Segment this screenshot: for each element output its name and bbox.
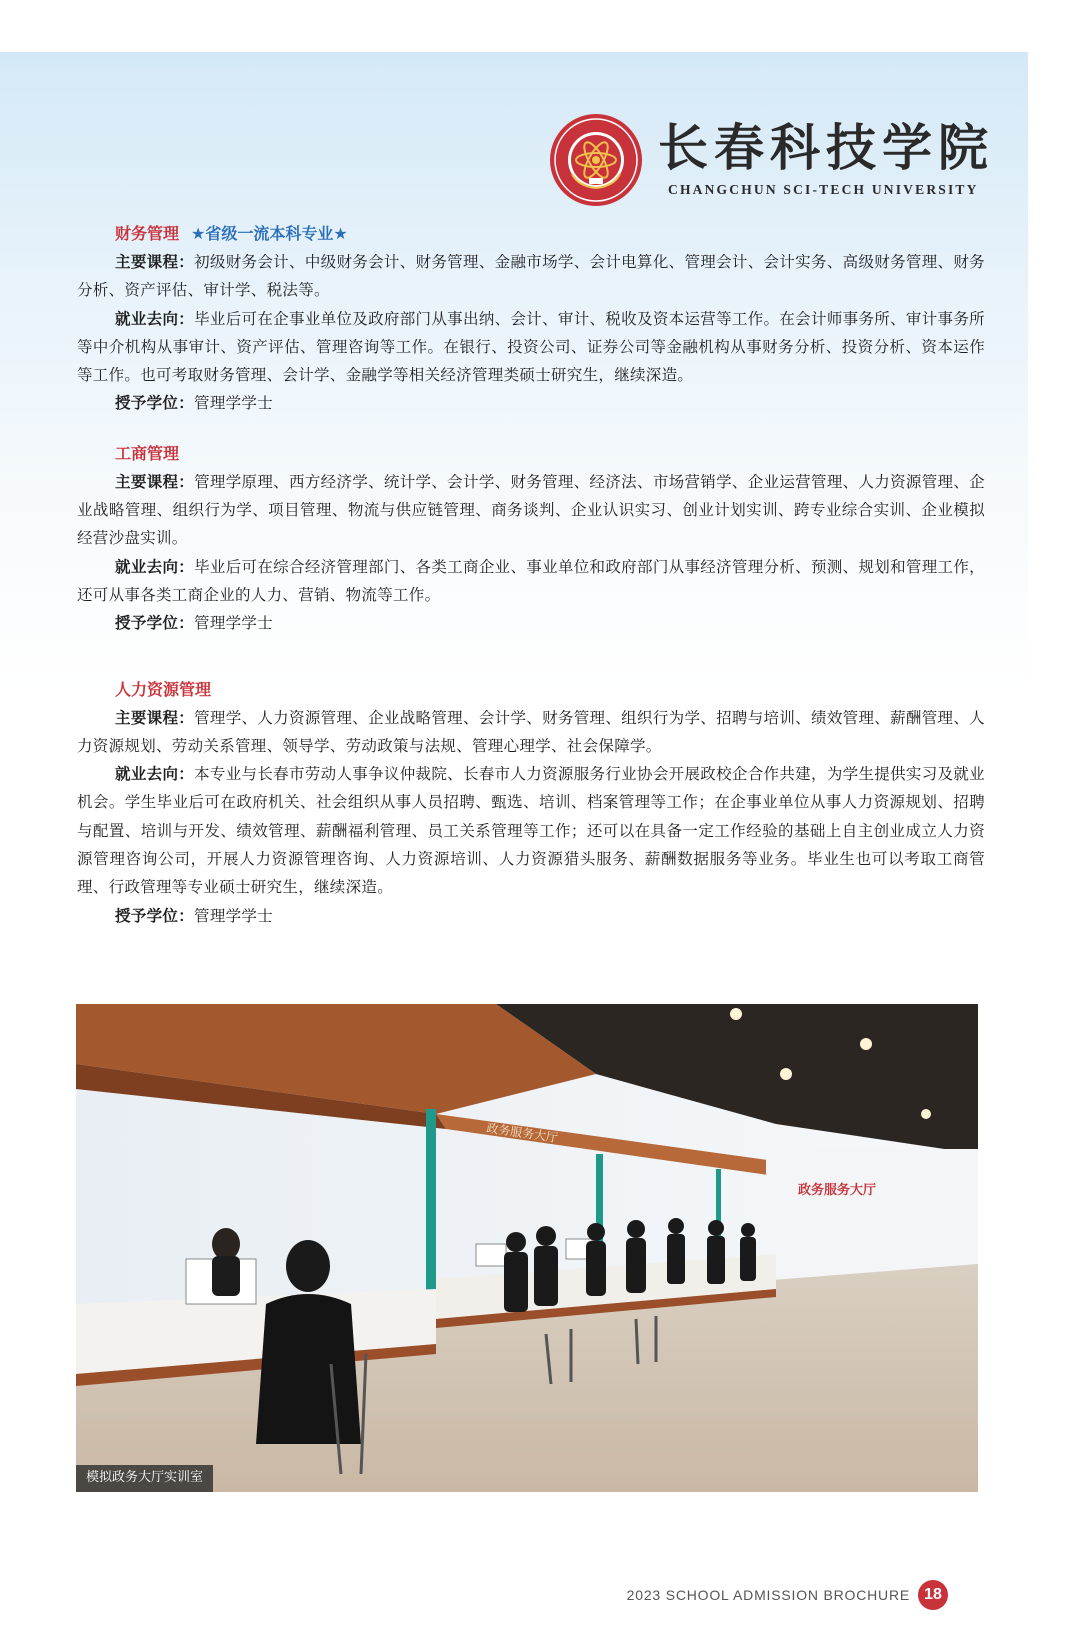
major-degree [77, 609, 985, 637]
degree-text: 管理学学士 [194, 394, 274, 413]
counter-banner-text: 政务服务大厅 [485, 1121, 559, 1145]
career-label: 就业去向： [115, 765, 195, 784]
major-section-hr [77, 676, 985, 930]
major-courses [77, 468, 985, 553]
degree-text: 管理学学士 [194, 614, 274, 633]
major-section-finance [77, 220, 985, 418]
degree-label: 授予学位： [115, 614, 195, 633]
degree-text: 管理学学士 [194, 906, 274, 925]
major-career [77, 553, 985, 610]
university-name-en: CHANGCHUN SCI-TECH UNIVERSITY [668, 182, 979, 197]
brochure-label: 2023 SCHOOL ADMISSION BROCHURE [626, 1587, 910, 1603]
courses-label: 主要课程： [115, 253, 195, 271]
career-label: 就业去向： [115, 557, 195, 576]
courses-label: 主要课程： [115, 472, 195, 491]
major-title: 人力资源管理 [115, 679, 212, 699]
degree-label: 授予学位： [115, 906, 195, 925]
major-badge: ★省级一流本科专业★ [191, 224, 348, 243]
service-hall-illustration [76, 1004, 978, 1492]
university-logo [548, 112, 994, 208]
major-degree [77, 902, 985, 930]
courses-text: 管理学原理、西方经济学、统计学、会计学、财务管理、经济法、市场营销学、企业运营管理、人力资源管理、企业战略管理、组织行为学、项目管理、物流与供应链管理、商务谈判、企业认识实习、创业计划实训、跨专业综合实训、企业模拟经营沙盘实训。 [77, 472, 985, 548]
major-career [77, 760, 985, 901]
major-header [77, 676, 985, 704]
photo-caption: 模拟政务大厅实训室 [76, 1465, 213, 1492]
courses-text: 初级财务会计、中级财务会计、财务管理、金融市场学、会计电算化、管理会计、会计实务、高级财务管理、财务分析、资产评估、审计学、税法等。 [77, 253, 985, 300]
major-degree [77, 389, 985, 417]
university-seal-icon [548, 112, 644, 208]
major-courses [77, 248, 985, 305]
page-footer [627, 1578, 948, 1612]
brochure-page [0, 52, 1028, 1645]
degree-label: 授予学位： [115, 394, 195, 413]
career-text: 本专业与长春市劳动人事争议仲裁院、长春市人力资源服务行业协会开展政校企合作共建，为学生提供实习及就业机会。学生毕业后可在政府机关、社会组织从事人员招聘、甄选、培训、档案管理等工作；在企事业单位从事人力资源规划、招聘与配置、培训与开发、绩效管理、薪酬福利管理、员工关系管理等工作；还可以在具备一定工作经验的基础上自主创业成立人力资源管理咨询公司，开展人力资源管理咨询、人力资源培训、人力资源猎头服务、薪酬数据服务等业务。毕业生也可以考取工商管理、行政管理等专业硕士研究生，继续深造。 [77, 765, 985, 897]
hall-sign-text: 政务服务大厅 [798, 1183, 877, 1198]
major-header [77, 220, 985, 248]
major-section-business-admin [77, 440, 985, 638]
major-header [77, 440, 985, 468]
career-text: 毕业后可在企事业单位及政府部门从事出纳、会计、审计、税收及资本运营等工作。在会计师事务所、审计事务所等中介机构从事审计、资产评估、管理咨询等工作。在银行、投资公司、证券公司等金融机构从事财务分析、投资分析、资本运作等工作。也可考取财务管理、会计学、金融学等相关经济管理类硕士研究生，继续深造。 [77, 309, 985, 385]
major-title: 工商管理 [115, 443, 180, 463]
major-career [77, 305, 985, 390]
courses-text: 管理学、人力资源管理、企业战略管理、会计学、财务管理、组织行为学、招聘与培训、绩效管理、薪酬管理、人力资源规划、劳动关系管理、领导学、劳动政策与法规、管理心理学、社会保障学。 [77, 708, 985, 755]
courses-label: 主要课程： [115, 708, 195, 727]
university-name-cn: 长春科技学院 [658, 118, 994, 177]
major-title: 财务管理 [115, 224, 180, 243]
major-courses [77, 704, 985, 761]
majors-content [77, 220, 985, 930]
training-room-photo [76, 1004, 978, 1492]
career-text: 毕业后可在综合经济管理部门、各类工商企业、事业单位和政府部门从事经济管理分析、预测、规划和管理工作，还可从事各类工商企业的人力、营销、物流等工作。 [77, 557, 985, 604]
page-number-badge: 18 [918, 1580, 948, 1610]
career-label: 就业去向： [115, 309, 195, 328]
